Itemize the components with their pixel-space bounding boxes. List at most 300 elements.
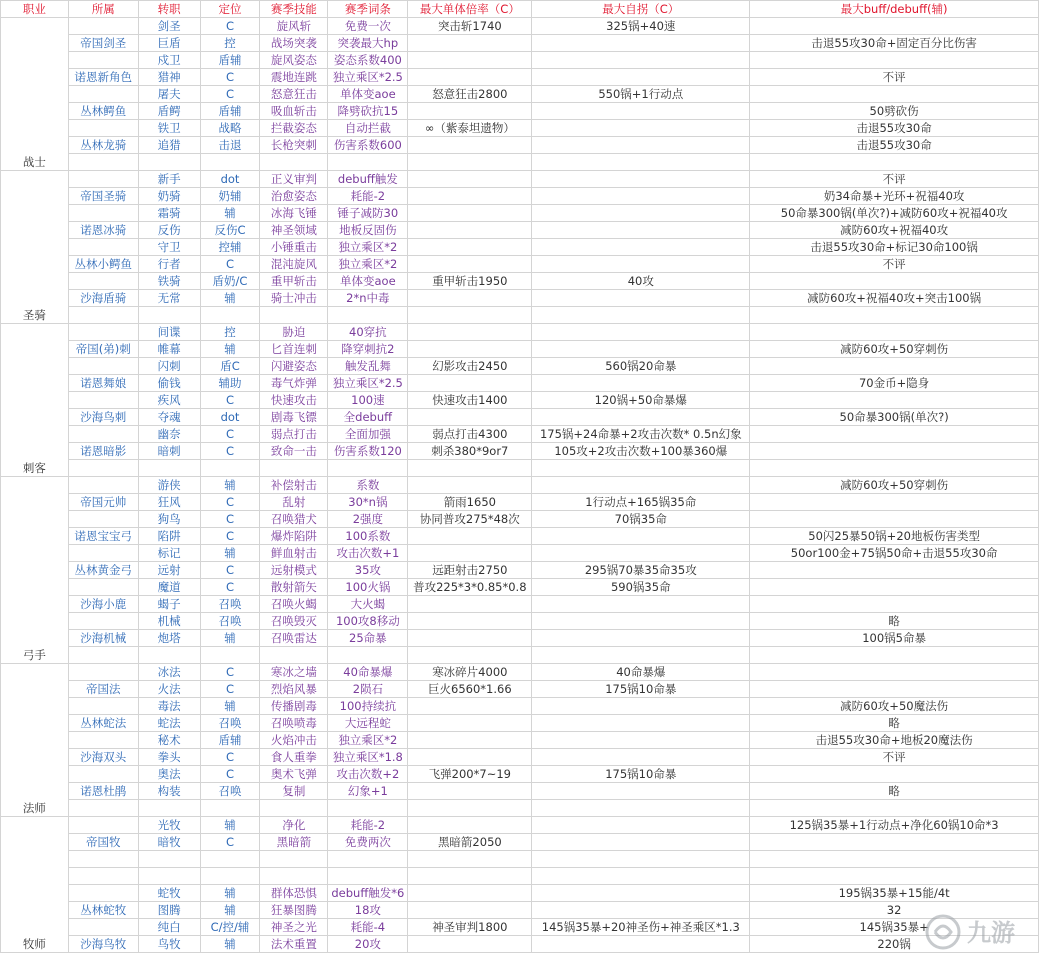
single-rate-cell <box>408 783 532 800</box>
role-cell: C <box>200 511 260 528</box>
subclass-cell: 间谍 <box>138 324 200 341</box>
header-cell: 最大单体倍率（C） <box>408 1 532 18</box>
single-rate-cell <box>408 290 532 307</box>
faction-cell <box>68 477 138 494</box>
skill-cell: 补偿射击 <box>260 477 328 494</box>
single-rate-cell: 协同普攻275*48次 <box>408 511 532 528</box>
entry-cell: 独立乘区*2 <box>328 239 408 256</box>
skill-cell: 旋风姿态 <box>260 52 328 69</box>
subclass-cell: 帷幕 <box>138 341 200 358</box>
role-cell: C <box>200 579 260 596</box>
self-buff-cell <box>532 817 750 834</box>
single-rate-cell: 重甲斩击1950 <box>408 273 532 290</box>
entry-cell: 40命暴爆 <box>328 664 408 681</box>
role-cell: 控 <box>200 324 260 341</box>
entry-cell: 单体变aoe <box>328 86 408 103</box>
subclass-cell: 狂风 <box>138 494 200 511</box>
subclass-cell <box>138 868 200 885</box>
self-buff-cell <box>532 375 750 392</box>
entry-cell: 2陨石 <box>328 681 408 698</box>
single-rate-cell: 黑暗箭2050 <box>408 834 532 851</box>
role-cell: C <box>200 443 260 460</box>
role-cell: 控 <box>200 35 260 52</box>
single-rate-cell <box>408 171 532 188</box>
table-row <box>1 681 1039 698</box>
subclass-cell: 守卫 <box>138 239 200 256</box>
faction-cell <box>68 698 138 715</box>
self-buff-cell: 175锅+24命暴+2攻击次数* 0.5n幻象 <box>532 426 750 443</box>
team-buff-cell: 不评 <box>750 749 1039 766</box>
table-row <box>1 630 1039 647</box>
role-cell: C <box>200 69 260 86</box>
single-rate-cell <box>408 69 532 86</box>
skill-cell: 寒冰之墙 <box>260 664 328 681</box>
self-buff-cell <box>532 154 750 171</box>
faction-cell <box>68 800 138 817</box>
table-row <box>1 613 1039 630</box>
jiuyou-logo-icon <box>927 916 959 948</box>
faction-cell <box>68 919 138 936</box>
faction-cell <box>68 511 138 528</box>
self-buff-cell <box>532 222 750 239</box>
role-cell: C <box>200 392 260 409</box>
team-buff-cell <box>750 681 1039 698</box>
table-row <box>1 341 1039 358</box>
role-cell <box>200 154 260 171</box>
team-buff-cell: 100锅5命暴 <box>750 630 1039 647</box>
single-rate-cell <box>408 103 532 120</box>
table-row <box>1 69 1039 86</box>
self-buff-cell <box>532 477 750 494</box>
role-cell: 战略 <box>200 120 260 137</box>
role-cell: 召唤 <box>200 596 260 613</box>
faction-cell <box>68 545 138 562</box>
faction-cell <box>68 647 138 664</box>
single-rate-cell <box>408 205 532 222</box>
team-buff-cell: 略 <box>750 783 1039 800</box>
subclass-cell <box>138 851 200 868</box>
table-row <box>1 579 1039 596</box>
self-buff-cell <box>532 851 750 868</box>
subclass-cell: 毒法 <box>138 698 200 715</box>
entry-cell <box>328 851 408 868</box>
table-row <box>1 171 1039 188</box>
role-cell <box>200 851 260 868</box>
skill-cell: 散射箭矢 <box>260 579 328 596</box>
team-buff-cell <box>750 800 1039 817</box>
team-buff-cell <box>750 494 1039 511</box>
entry-cell: 自动拦截 <box>328 120 408 137</box>
entry-cell: 耗能-2 <box>328 188 408 205</box>
skill-cell: 弱点打击 <box>260 426 328 443</box>
role-cell: 辅 <box>200 290 260 307</box>
subclass-cell: 屠夫 <box>138 86 200 103</box>
skill-cell: 剧毒飞镖 <box>260 409 328 426</box>
skill-cell: 净化 <box>260 817 328 834</box>
subclass-cell: 盾鳄 <box>138 103 200 120</box>
entry-cell: 35攻 <box>328 562 408 579</box>
team-buff-cell: 奶34命暴+光环+祝福40攻 <box>750 188 1039 205</box>
single-rate-cell <box>408 188 532 205</box>
team-buff-cell <box>750 766 1039 783</box>
role-cell: C <box>200 494 260 511</box>
self-buff-cell <box>532 239 750 256</box>
role-cell: 辅 <box>200 936 260 953</box>
table-row <box>1 732 1039 749</box>
table-row <box>1 800 1039 817</box>
single-rate-cell: 普攻225*3*0.85*0.8 <box>408 579 532 596</box>
faction-cell: 帝国剑圣 <box>68 35 138 52</box>
faction-cell: 诺恩暗影 <box>68 443 138 460</box>
role-cell: 奶辅 <box>200 188 260 205</box>
self-buff-cell <box>532 307 750 324</box>
table-row <box>1 936 1039 953</box>
faction-cell: 丛林蛇法 <box>68 715 138 732</box>
self-buff-cell: 175锅10命暴 <box>532 681 750 698</box>
skill-cell: 鲜血射击 <box>260 545 328 562</box>
entry-cell: 降穿刺抗2 <box>328 341 408 358</box>
subclass-cell <box>138 460 200 477</box>
table-row <box>1 52 1039 69</box>
subclass-cell: 光牧 <box>138 817 200 834</box>
table-row <box>1 426 1039 443</box>
table-row <box>1 511 1039 528</box>
role-cell: C <box>200 562 260 579</box>
subclass-cell: 巨盾 <box>138 35 200 52</box>
faction-cell <box>68 460 138 477</box>
faction-cell: 丛林黄金弓 <box>68 562 138 579</box>
team-buff-cell: 击退55攻30命+固定百分比伤害 <box>750 35 1039 52</box>
header-cell: 赛季词条 <box>328 1 408 18</box>
team-buff-cell: 减防60攻+祝福40攻+突击100锅 <box>750 290 1039 307</box>
team-buff-cell: 减防60攻+50穿刺伤 <box>750 341 1039 358</box>
skill-cell: 战场突袭 <box>260 35 328 52</box>
self-buff-cell <box>532 596 750 613</box>
subclass-cell: 蛇牧 <box>138 885 200 902</box>
entry-cell: 18攻 <box>328 902 408 919</box>
skill-cell: 烈焰风暴 <box>260 681 328 698</box>
table-row <box>1 324 1039 341</box>
entry-cell: 25命暴 <box>328 630 408 647</box>
subclass-cell: 无常 <box>138 290 200 307</box>
table-row <box>1 494 1039 511</box>
table-row <box>1 375 1039 392</box>
table-row <box>1 783 1039 800</box>
faction-cell: 帝国元帅 <box>68 494 138 511</box>
entry-cell: 攻击次数+1 <box>328 545 408 562</box>
self-buff-cell: 40攻 <box>532 273 750 290</box>
self-buff-cell <box>532 120 750 137</box>
skill-cell: 召唤猎犬 <box>260 511 328 528</box>
single-rate-cell <box>408 647 532 664</box>
self-buff-cell <box>532 613 750 630</box>
faction-cell <box>68 324 138 341</box>
faction-cell: 沙海小鹿 <box>68 596 138 613</box>
subclass-cell: 铁骑 <box>138 273 200 290</box>
team-buff-cell <box>750 307 1039 324</box>
faction-cell <box>68 52 138 69</box>
single-rate-cell: 寒冰碎片4000 <box>408 664 532 681</box>
team-buff-cell <box>750 443 1039 460</box>
faction-cell <box>68 392 138 409</box>
subclass-cell: 狗鸟 <box>138 511 200 528</box>
table-row <box>1 103 1039 120</box>
table-row <box>1 766 1039 783</box>
table-row <box>1 851 1039 868</box>
skill-cell: 奥术飞弹 <box>260 766 328 783</box>
single-rate-cell: 幻影攻击2450 <box>408 358 532 375</box>
table-row <box>1 154 1039 171</box>
header-cell: 最大buff/debuff(辅) <box>750 1 1039 18</box>
entry-cell: 耗能-4 <box>328 919 408 936</box>
single-rate-cell <box>408 698 532 715</box>
self-buff-cell <box>532 324 750 341</box>
single-rate-cell <box>408 477 532 494</box>
skill-cell: 召唤雷达 <box>260 630 328 647</box>
skill-cell: 群体恐惧 <box>260 885 328 902</box>
role-cell: 辅助 <box>200 375 260 392</box>
faction-cell: 诺恩宝宝弓 <box>68 528 138 545</box>
subclass-cell: 陷阱 <box>138 528 200 545</box>
team-buff-cell: 不评 <box>750 171 1039 188</box>
skill-cell: 胁迫 <box>260 324 328 341</box>
team-buff-cell: 减防60攻+祝福40攻 <box>750 222 1039 239</box>
role-cell: 辅 <box>200 205 260 222</box>
entry-cell: 地板反固伤 <box>328 222 408 239</box>
team-buff-cell: 50or100金+75锅50命+击退55攻30命 <box>750 545 1039 562</box>
subclass-cell: 偷钱 <box>138 375 200 392</box>
table-row <box>1 120 1039 137</box>
self-buff-cell <box>532 171 750 188</box>
self-buff-cell: 1行动点+165锅35命 <box>532 494 750 511</box>
self-buff-cell <box>532 698 750 715</box>
skill-cell: 匕首连刺 <box>260 341 328 358</box>
table-row <box>1 205 1039 222</box>
skill-cell: 黑暗箭 <box>260 834 328 851</box>
skill-cell: 狂暴图腾 <box>260 902 328 919</box>
faction-cell: 诺恩新角色 <box>68 69 138 86</box>
team-buff-cell: 145锅35暴+ <box>750 919 1039 936</box>
self-buff-cell <box>532 936 750 953</box>
self-buff-cell <box>532 409 750 426</box>
role-cell: 辅 <box>200 477 260 494</box>
table-row <box>1 477 1039 494</box>
faction-cell: 帝国法 <box>68 681 138 698</box>
team-buff-cell: 50闪25暴50锅+20地板伤害类型 <box>750 528 1039 545</box>
team-buff-cell: 125锅35暴+1行动点+净化60锅10命*3 <box>750 817 1039 834</box>
skill-cell: 致命一击 <box>260 443 328 460</box>
single-rate-cell <box>408 545 532 562</box>
role-cell: C <box>200 256 260 273</box>
self-buff-cell: 560锅20命暴 <box>532 358 750 375</box>
skill-cell: 快速攻击 <box>260 392 328 409</box>
role-cell <box>200 868 260 885</box>
single-rate-cell <box>408 460 532 477</box>
role-cell: 辅 <box>200 698 260 715</box>
entry-cell: 20攻 <box>328 936 408 953</box>
faction-cell: 诺恩舞娘 <box>68 375 138 392</box>
table-row <box>1 664 1039 681</box>
faction-cell <box>68 868 138 885</box>
self-buff-cell <box>532 528 750 545</box>
table-row <box>1 715 1039 732</box>
self-buff-cell <box>532 647 750 664</box>
entry-cell <box>328 800 408 817</box>
single-rate-cell <box>408 409 532 426</box>
faction-cell <box>68 885 138 902</box>
self-buff-cell <box>532 715 750 732</box>
skill-cell: 乱射 <box>260 494 328 511</box>
faction-cell: 沙海双头 <box>68 749 138 766</box>
single-rate-cell: 快速攻击1400 <box>408 392 532 409</box>
role-cell: C <box>200 664 260 681</box>
skill-cell <box>260 868 328 885</box>
self-buff-cell <box>532 256 750 273</box>
role-cell: 辅 <box>200 545 260 562</box>
single-rate-cell: 弱点打击4300 <box>408 426 532 443</box>
single-rate-cell: 突击斩1740 <box>408 18 532 35</box>
single-rate-cell: 刺杀380*9or7 <box>408 443 532 460</box>
skill-cell: 正义审判 <box>260 171 328 188</box>
faction-cell <box>68 273 138 290</box>
role-cell: C/控/辅 <box>200 919 260 936</box>
table-row <box>1 35 1039 52</box>
entry-cell: 免费两次 <box>328 834 408 851</box>
single-rate-cell <box>408 749 532 766</box>
faction-cell <box>68 86 138 103</box>
single-rate-cell <box>408 800 532 817</box>
skill-cell: 毒气炸弹 <box>260 375 328 392</box>
entry-cell: 大远程蛇 <box>328 715 408 732</box>
self-buff-cell <box>532 188 750 205</box>
self-buff-cell <box>532 630 750 647</box>
role-cell: 辅 <box>200 341 260 358</box>
self-buff-cell <box>532 137 750 154</box>
table-row <box>1 273 1039 290</box>
table-row <box>1 885 1039 902</box>
entry-cell <box>328 868 408 885</box>
team-buff-cell <box>750 18 1039 35</box>
table-row <box>1 919 1039 936</box>
skill-cell: 闪避姿态 <box>260 358 328 375</box>
entry-cell <box>328 647 408 664</box>
class-name-cell: 法师 <box>1 664 69 817</box>
entry-cell: 单体变aoe <box>328 273 408 290</box>
role-cell <box>200 460 260 477</box>
subclass-cell: 反伤 <box>138 222 200 239</box>
faction-cell: 帝国牧 <box>68 834 138 851</box>
role-cell: 控辅 <box>200 239 260 256</box>
role-cell: 反伤C <box>200 222 260 239</box>
faction-cell <box>68 307 138 324</box>
faction-cell: 帝国(弟)刺 <box>68 341 138 358</box>
faction-cell <box>68 239 138 256</box>
subclass-cell: 秘术 <box>138 732 200 749</box>
role-cell: dot <box>200 171 260 188</box>
table-row <box>1 647 1039 664</box>
self-buff-cell <box>532 341 750 358</box>
skill-cell: 旋风斩 <box>260 18 328 35</box>
watermark-text: 九游 <box>967 919 1015 947</box>
faction-cell: 丛林蛇牧 <box>68 902 138 919</box>
table-row <box>1 358 1039 375</box>
subclass-cell <box>138 307 200 324</box>
skill-cell: 治愈姿态 <box>260 188 328 205</box>
faction-cell <box>68 579 138 596</box>
subclass-cell <box>138 647 200 664</box>
single-rate-cell <box>408 341 532 358</box>
subclass-cell <box>138 154 200 171</box>
team-buff-cell: 减防60攻+50穿刺伤 <box>750 477 1039 494</box>
subclass-cell: 鸟牧 <box>138 936 200 953</box>
skill-cell: 法术重置 <box>260 936 328 953</box>
self-buff-cell <box>532 749 750 766</box>
table-row <box>1 749 1039 766</box>
single-rate-cell <box>408 936 532 953</box>
self-buff-cell <box>532 834 750 851</box>
faction-cell <box>68 205 138 222</box>
skill-cell: 召唤毁灭 <box>260 613 328 630</box>
single-rate-cell: 飞弹200*7~19 <box>408 766 532 783</box>
team-buff-cell: 击退55攻30命 <box>750 137 1039 154</box>
role-cell: C <box>200 426 260 443</box>
role-cell: 召唤 <box>200 783 260 800</box>
entry-cell: 触发乱舞 <box>328 358 408 375</box>
entry-cell: 姿态系数400 <box>328 52 408 69</box>
entry-cell: 独立乘区*2.5 <box>328 69 408 86</box>
team-buff-cell: 略 <box>750 613 1039 630</box>
self-buff-cell <box>532 460 750 477</box>
header-row <box>1 1 1039 18</box>
faction-cell: 帝国圣骑 <box>68 188 138 205</box>
team-buff-cell: 不评 <box>750 69 1039 86</box>
self-buff-cell <box>532 290 750 307</box>
entry-cell: 伤害系数120 <box>328 443 408 460</box>
skill-cell: 重甲斩击 <box>260 273 328 290</box>
class-name-cell: 牧师 <box>1 817 69 953</box>
faction-cell <box>68 154 138 171</box>
role-cell: C <box>200 86 260 103</box>
entry-cell: 30*n锅 <box>328 494 408 511</box>
single-rate-cell <box>408 375 532 392</box>
team-buff-cell <box>750 834 1039 851</box>
subclass-cell: 冰法 <box>138 664 200 681</box>
role-cell: 辅 <box>200 630 260 647</box>
subclass-cell: 夺魂 <box>138 409 200 426</box>
role-cell: 辅 <box>200 902 260 919</box>
skill-cell: 爆炸陷阱 <box>260 528 328 545</box>
role-cell: C <box>200 766 260 783</box>
entry-cell: debuff触发 <box>328 171 408 188</box>
faction-cell: 丛林小鳄鱼 <box>68 256 138 273</box>
subclass-cell: 图腾 <box>138 902 200 919</box>
self-buff-cell <box>532 35 750 52</box>
skill-cell <box>260 647 328 664</box>
subclass-cell: 蝎子 <box>138 596 200 613</box>
faction-cell <box>68 732 138 749</box>
team-buff-cell <box>750 426 1039 443</box>
single-rate-cell <box>408 732 532 749</box>
subclass-cell: 暗牧 <box>138 834 200 851</box>
table-row <box>1 86 1039 103</box>
faction-cell <box>68 426 138 443</box>
team-buff-cell: 击退55攻30命 <box>750 120 1039 137</box>
role-cell: 盾辅 <box>200 732 260 749</box>
role-cell: C <box>200 834 260 851</box>
header-cell: 定位 <box>200 1 260 18</box>
table-row <box>1 596 1039 613</box>
faction-cell: 沙海鸟刺 <box>68 409 138 426</box>
